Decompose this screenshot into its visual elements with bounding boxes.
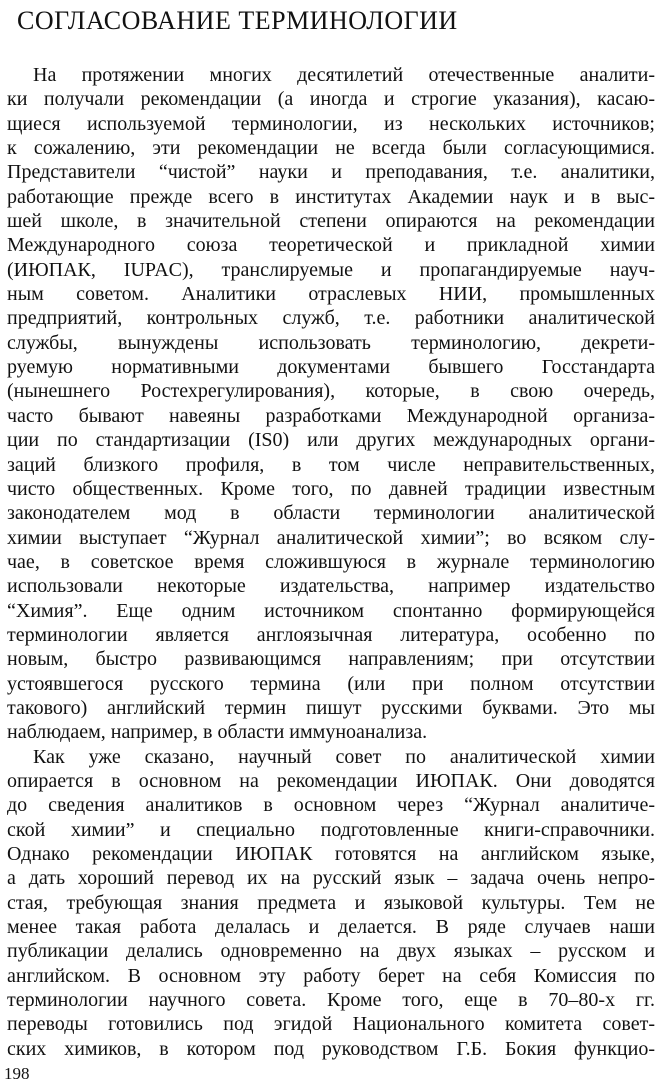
text-line: ции по стандартизации (IS0) или других международных органи- [7, 429, 655, 452]
text-line: устоявшегося русского термина (или при полном отсутствии [7, 672, 655, 695]
text-line: часто бывают навеяны разработками Международной организа- [7, 404, 655, 427]
text-line: Международного союза теоретической и прикладной химии [7, 234, 655, 257]
text-line: руемую нормативными документами бывшего Госстандарта [7, 356, 655, 379]
text-line: а дать хороший перевод их на русский язык – задача очень непро- [7, 867, 655, 890]
text-line: терминологии является англоязычная литература, особенно по [7, 623, 655, 646]
text-line: заций близкого профиля, в том числе неправительственных, [7, 453, 655, 476]
text-line: работающие прежде всего в институтах Академии наук и в выс- [7, 185, 655, 208]
text-line: терминологии научного совета. Кроме того, еще в 70–80-х гг. [7, 989, 655, 1012]
text-line: ки получали рекомендации (а иногда и строгие указания), касаю- [7, 88, 655, 111]
text-line: использовали некоторые издательства, например издательство [7, 575, 655, 598]
text-line: стая, требующая знания предмета и языковой культуры. Тем не [7, 891, 655, 914]
text-line: службы, вынуждены использовать терминологию, декрети- [7, 331, 655, 354]
text-line: чае, в советское время сложившуюся в журнале терминологию [7, 550, 655, 573]
text-line: ным советом. Аналитики отраслевых НИИ, промышленных [7, 283, 655, 306]
text-line: опирается в основном на рекомендации ИЮПАК. Они доводятся [7, 769, 655, 792]
body-text [7, 63, 655, 1061]
text-line: новым, быстро развивающимся направлениям; при отсутствии [7, 648, 655, 671]
text-line: (нынешнего Ростехрегулирования), которые, в свою очередь, [7, 380, 655, 403]
text-line: Представители “чистой” науки и преподавания, т.е. аналитики, [7, 161, 655, 184]
section-heading: СОГЛАСОВАНИЕ ТЕРМИНОЛОГИИ [17, 6, 458, 35]
page-number: 198 [4, 1064, 30, 1083]
text-line: английском. В основном эту работу берет на себя Комиссия по [7, 964, 655, 987]
text-line: На протяжении многих десятилетий отечественные аналити- [33, 64, 655, 86]
text-line: Как уже сказано, научный совет по аналитической химии [33, 745, 655, 768]
text-line: ской химии” и специально подготовленные книги-справочники. [7, 818, 655, 841]
text-line: к сожалению, эти рекомендации не всегда были согласующимися. [7, 137, 655, 160]
text-line: менее такая работа делалась и делается. В ряде случаев наши [7, 916, 655, 939]
text-line: шей школе, в значительной степени опираются на рекомендации [7, 210, 655, 233]
text-line: такового) английский термин пишут русскими буквами. Это мы [7, 696, 655, 719]
text-line: наблюдаем, например, в области иммуноанализа. [7, 721, 428, 744]
text-line: чисто общественных. Кроме того, по давней традиции известным [7, 477, 655, 500]
text-line: химии выступает “Журнал аналитической химии”; во всяком слу- [7, 526, 655, 549]
text-line: ских химиков, в котором под руководством Г.Б. Бокия функцио- [7, 1037, 655, 1060]
text-line: предприятий, контрольных служб, т.е. работники аналитической [7, 307, 655, 330]
text-line: переводы готовились под эгидой Национального комитета совет- [7, 1013, 655, 1036]
text-line: щиеся используемой терминологии, из нескольких источников; [7, 112, 655, 135]
text-line: “Химия”. Еще одним источником спонтанно формирующейся [7, 599, 655, 622]
text-line: законодателем мод в области терминологии аналитической [7, 502, 655, 525]
text-line: Однако рекомендации ИЮПАК готовятся на английском языке, [7, 843, 655, 865]
text-line: (ИЮПАК, IUPAC), транслируемые и пропагандируемые науч- [7, 258, 655, 281]
text-line: публикации делались одновременно на двух языках – русском и [7, 940, 655, 963]
text-line: до сведения аналитиков в основном через “Журнал аналитиче- [7, 794, 655, 817]
